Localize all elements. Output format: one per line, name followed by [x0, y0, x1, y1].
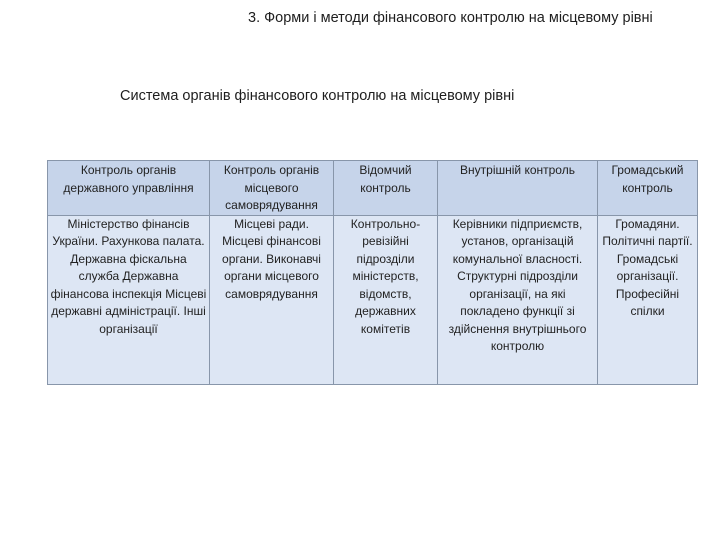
- table-row: [48, 215, 698, 384]
- slide-subheading: Система органів фінансового контролю на місцевому рівні: [120, 88, 515, 104]
- cell-internal-control-bodies: Керівники підприємств, установ, організацій комунальної власності. Структурні підрозділи організації, на які покладено функції зі здійснення внутрішнього контролю: [438, 215, 598, 384]
- cell-public-control-bodies: Громадяни. Політичні партії. Громадські організації. Професійні спілки: [598, 215, 698, 384]
- header-local-self-government: Контроль органів місцевого самоврядування: [210, 161, 334, 216]
- cell-state-administration-bodies: Міністерство фінансів України. Рахункова палата. Державна фіскальна служба Державна фінансова інспекція Місцеві державні адміністрації. Інші організації: [48, 215, 210, 384]
- slide-heading: 3. Форми і методи фінансового контролю на місцевому рівні: [248, 10, 653, 26]
- cell-local-government-bodies: Місцеві ради. Місцеві фінансові органи. Виконавчі органи місцевого самоврядування: [210, 215, 334, 384]
- table-header-row: [48, 161, 698, 216]
- header-state-administration: Контроль органів державного управління: [48, 161, 210, 216]
- cell-departmental-bodies: Контрольно-ревізійні підрозділи міністерств, відомств, державних комітетів: [334, 215, 438, 384]
- control-bodies-table: [47, 160, 698, 385]
- header-departmental-control: Відомчий контроль: [334, 161, 438, 216]
- header-public-control: Громадський контроль: [598, 161, 698, 216]
- header-internal-control: Внутрішній контроль: [438, 161, 598, 216]
